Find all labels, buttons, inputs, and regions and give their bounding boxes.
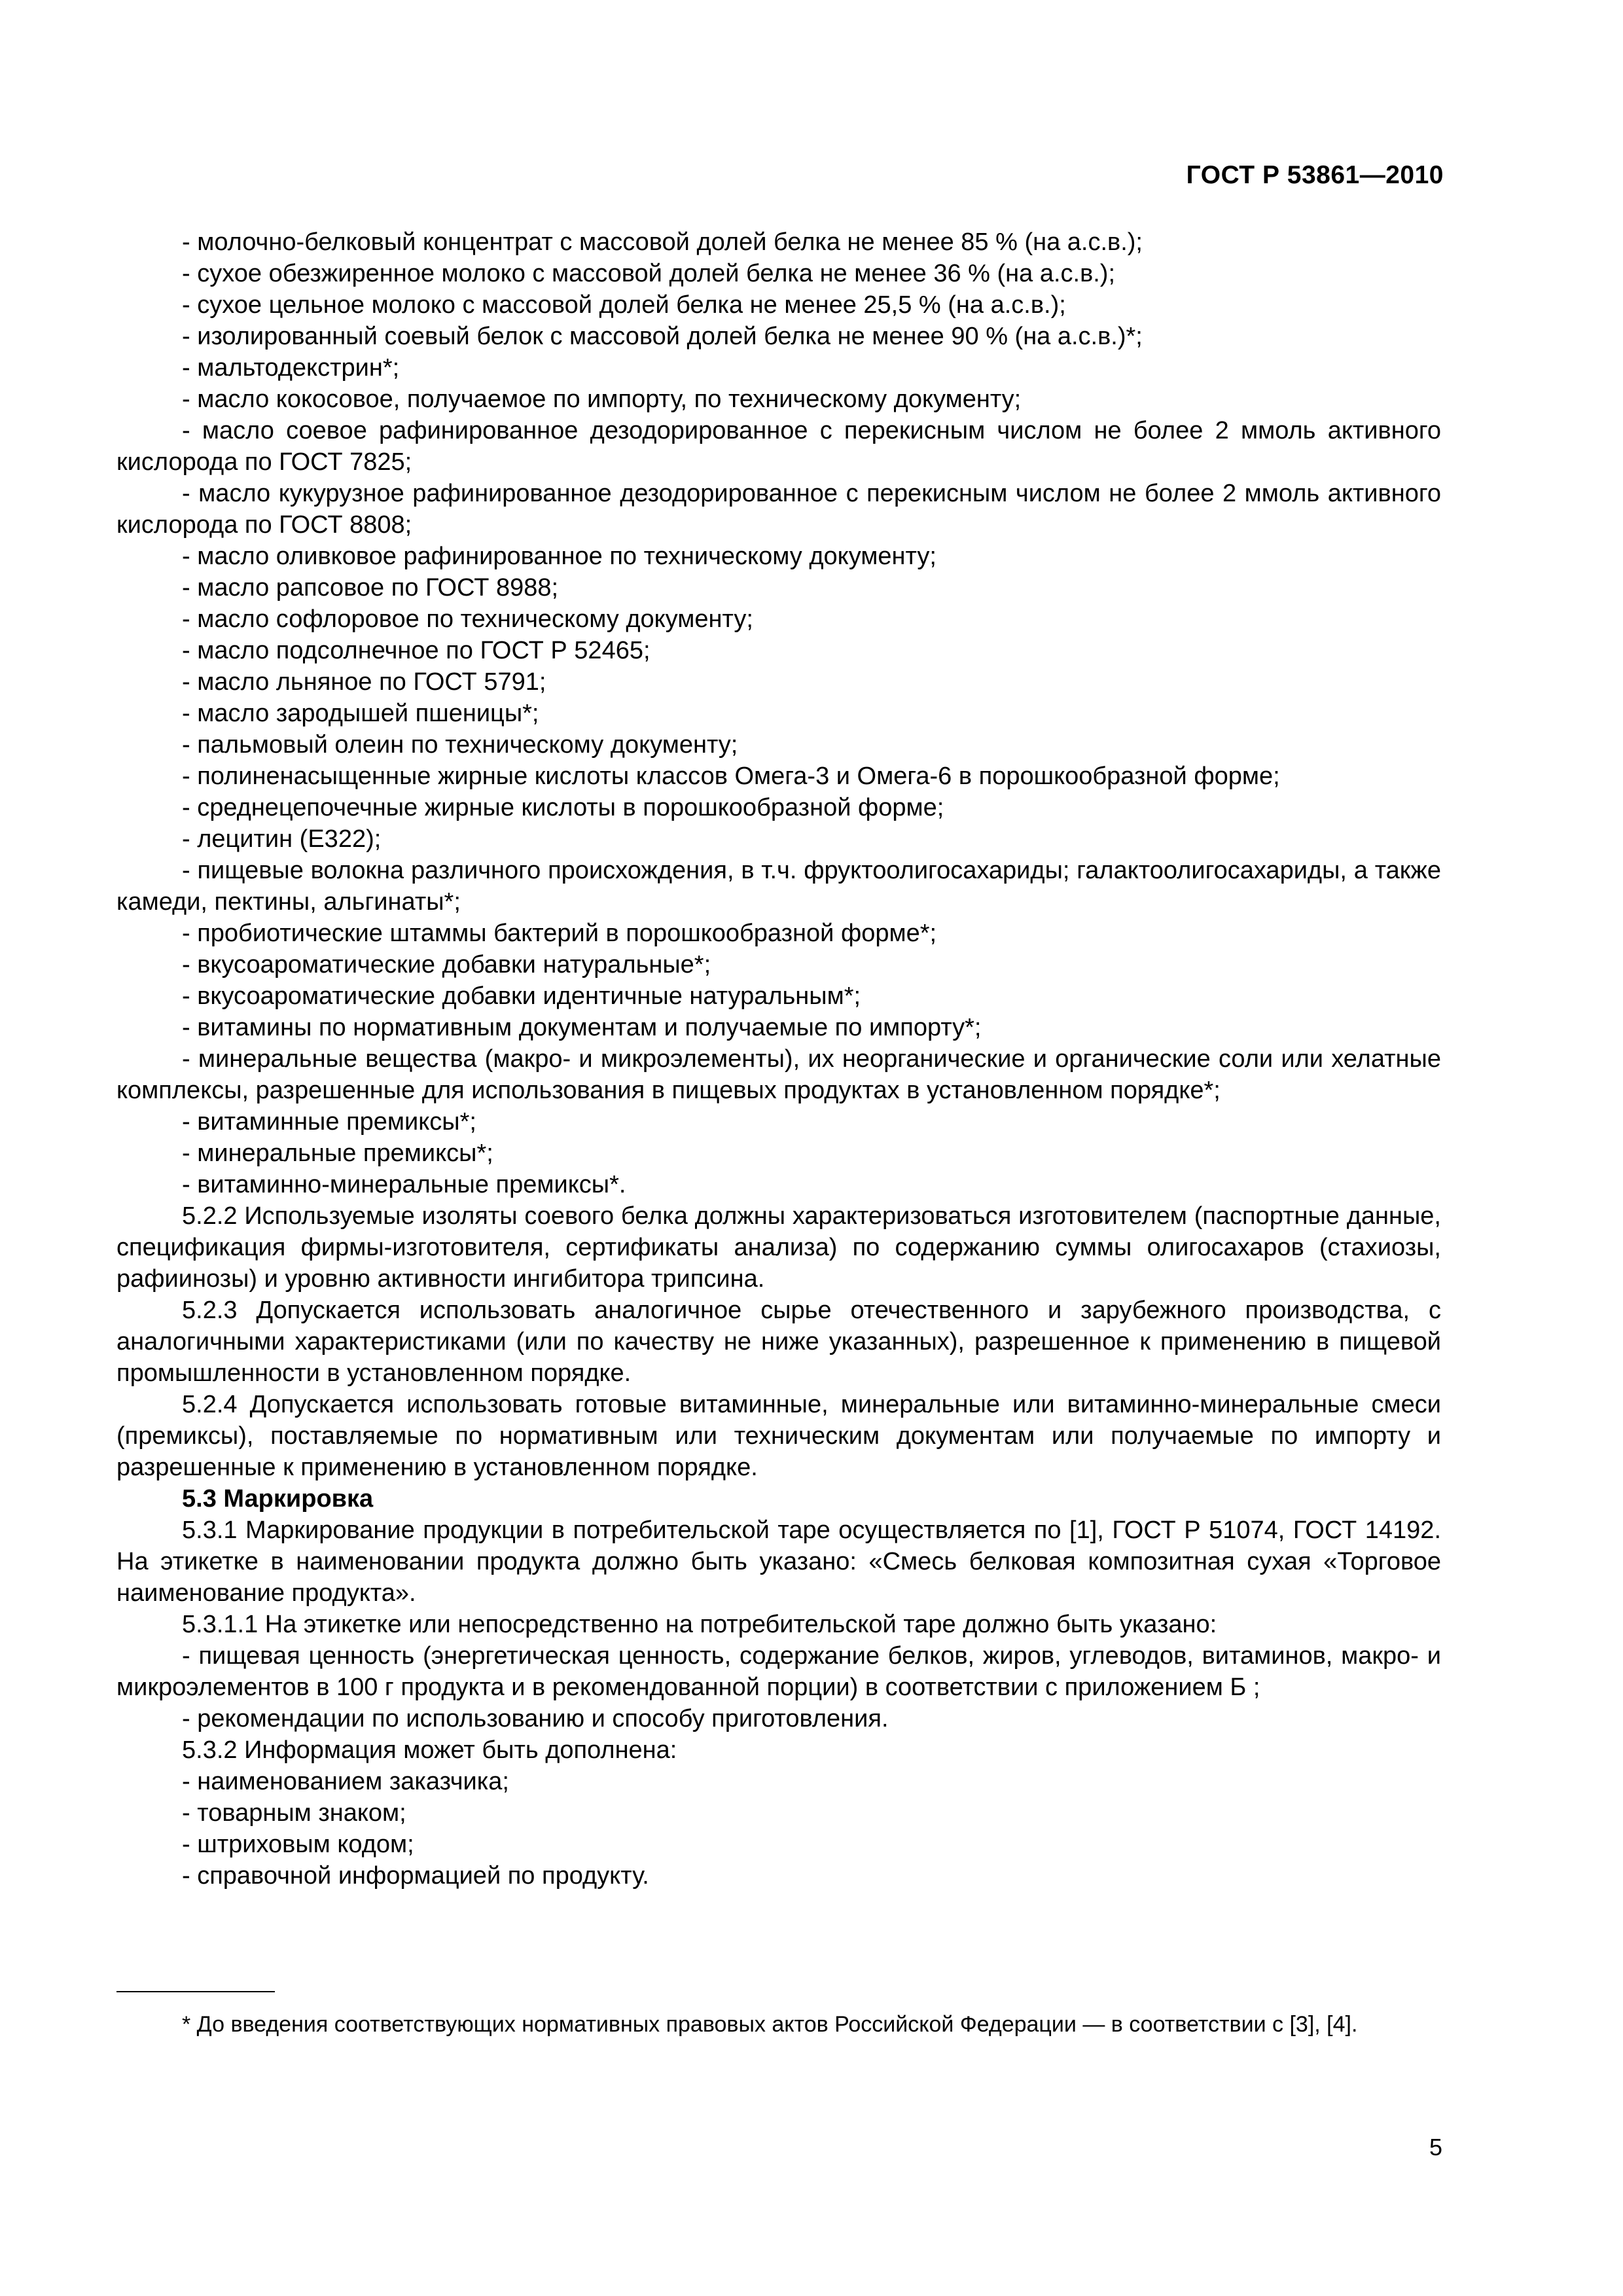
document-number: ГОСТ Р 53861—2010 <box>1186 161 1444 189</box>
list-item: - пищевая ценность (энергетическая ценность, содержание белков, жиров, углеводов, витаминов, макро- и микроэлементов в 100 г продукта и в рекомендованной порции) в соответствии с приложением Б ; <box>116 1642 1441 1701</box>
list-item: - минеральные вещества (макро- и микроэлементы), их неорганические и органические соли или хелатные комплексы, разрешенные для использования в пищевых продуктах в установленном порядке*; <box>116 1045 1441 1104</box>
body-text <box>116 226 1441 1892</box>
list-item: - минеральные премиксы*; <box>182 1139 493 1167</box>
page-number: 5 <box>1429 2134 1442 2161</box>
list-item: - наименованием заказчика; <box>182 1768 509 1795</box>
paragraph-5-2-2: 5.2.2 Используемые изоляты соевого белка должны характеризоваться изготовителем (паспортные данные, спецификация фирмы-изготовителя, сертификаты анализа) по содержанию суммы олигосахаров (стахиозы, рафиинозы) и уровню активности ингибитора трипсина. <box>116 1202 1441 1293</box>
list-item: - товарным знаком; <box>182 1799 406 1827</box>
list-item: - масло рапсовое по ГОСТ 8988; <box>182 574 559 601</box>
list-item: - молочно-белковый концентрат с массовой долей белка не менее 85 % (на а.с.в.); <box>182 228 1143 256</box>
list-item: - полиненасыщенные жирные кислоты классов Омега-3 и Омега-6 в порошкообразной форме; <box>182 762 1280 790</box>
list-item: - пальмовый олеин по техническому документу; <box>182 731 738 759</box>
list-item: - рекомендации по использованию и способу приготовления. <box>182 1705 889 1732</box>
list-item: - масло зародышей пшеницы*; <box>182 700 539 727</box>
list-item: - масло льняное по ГОСТ 5791; <box>182 668 546 696</box>
paragraph-5-3-1-1: 5.3.1.1 На этикетке или непосредственно на потребительской таре должно быть указано: <box>182 1611 1217 1638</box>
list-item: - витамины по нормативным документам и получаемые по импорту*; <box>182 1014 982 1041</box>
list-item: - масло соевое рафинированное дезодорированное с перекисным числом не более 2 ммоль активного кислорода по ГОСТ 7825; <box>116 417 1441 476</box>
list-item: - вкусоароматические добавки натуральные*; <box>182 951 711 978</box>
list-item: - масло кокосовое, получаемое по импорту, по техническому документу; <box>182 386 1022 413</box>
list-item: - штриховым кодом; <box>182 1831 414 1858</box>
list-item: - пробиотические штаммы бактерий в порошкообразной форме*; <box>182 920 937 947</box>
paragraph-5-3-1: 5.3.1 Маркирование продукции в потребительской таре осуществляется по [1], ГОСТ Р 51074, ГОСТ 14192. На этикетке в наименовании продукта должно быть указано: «Смесь белковая композитная сухая «Торговое наименование продукта». <box>116 1516 1441 1607</box>
footnote-divider <box>116 1991 275 1992</box>
section-heading-marking: 5.3 Маркировка <box>182 1485 374 1513</box>
list-item: - сухое цельное молоко с массовой долей белка не менее 25,5 % (на а.с.в.); <box>182 291 1066 319</box>
paragraph-5-2-4: 5.2.4 Допускается использовать готовые витаминные, минеральные или витаминно-минеральные смеси (премиксы), поставляемые по нормативным или техническим документам или получаемые по импорту и разрешенные к применению в установленном порядке. <box>116 1391 1441 1481</box>
list-item: - витаминные премиксы*; <box>182 1108 476 1136</box>
paragraph-5-2-3: 5.2.3 Допускается использовать аналогичное сырье отечественного и зарубежного производства, с аналогичными характеристиками (или по качеству не ниже указанных), разрешенное к применению в пищевой промышленности в установленном порядке. <box>116 1297 1441 1387</box>
paragraph-5-3-2: 5.3.2 Информация может быть дополнена: <box>182 1736 677 1764</box>
list-item: - среднецепочечные жирные кислоты в порошкообразной форме; <box>182 794 944 821</box>
list-item: - мальтодекстрин*; <box>182 354 400 382</box>
list-item: - сухое обезжиренное молоко с массовой долей белка не менее 36 % (на а.с.в.); <box>182 260 1116 287</box>
list-item: - масло подсолнечное по ГОСТ Р 52465; <box>182 637 651 664</box>
list-item: - пищевые волокна различного происхождения, в т.ч. фруктоолигосахариды; галактоолигосахариды, а также камеди, пектины, альгинаты*; <box>116 857 1441 916</box>
list-item: - витаминно-минеральные премиксы*. <box>182 1171 626 1198</box>
list-item: - вкусоароматические добавки идентичные натуральным*; <box>182 982 861 1010</box>
list-item: - масло оливковое рафинированное по техническому документу; <box>182 543 936 570</box>
list-item: - масло кукурузное рафинированное дезодорированное с перекисным числом не более 2 ммоль активного кислорода по ГОСТ 8808; <box>116 480 1441 539</box>
list-item: - справочной информацией по продукту. <box>182 1862 649 1890</box>
list-item: - масло софлоровое по техническому документу; <box>182 605 753 633</box>
list-item: - лецитин (Е322); <box>182 825 382 853</box>
footnote: * До введения соответствующих нормативных правовых актов Российской Федерации — в соответствии с [3], [4]. <box>182 2012 1358 2037</box>
list-item: - изолированный соевый белок с массовой долей белка не менее 90 % (на а.с.в.)*; <box>182 323 1143 350</box>
